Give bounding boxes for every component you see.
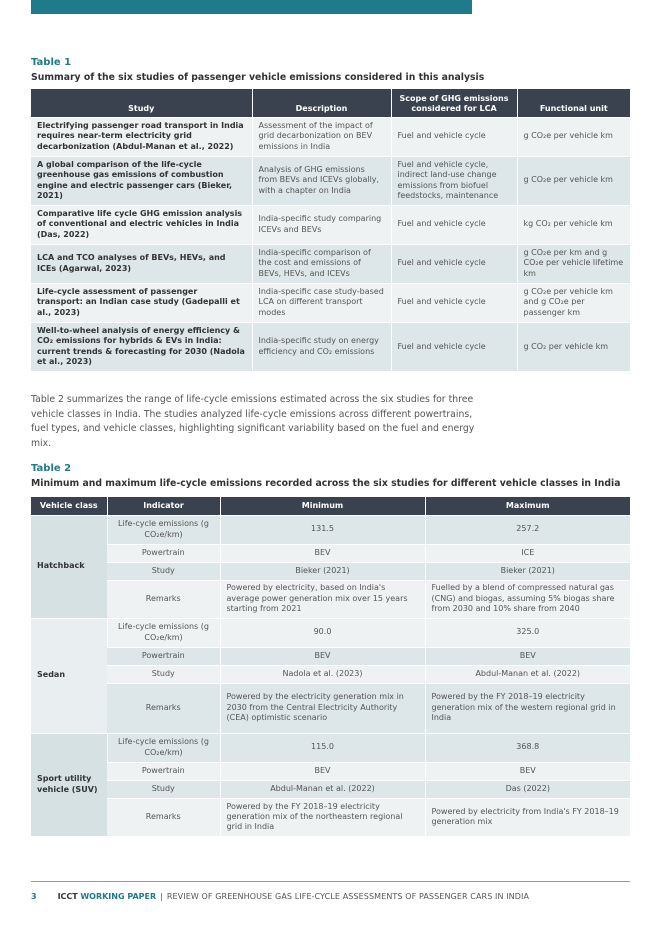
table-row: [31, 647, 630, 665]
indicator-study: Study: [107, 780, 220, 798]
table1-cell-scope: Fuel and vehicle cycle: [391, 283, 517, 322]
footer-separator: |: [160, 892, 163, 901]
sedan-max-powertrain: BEV: [425, 647, 630, 665]
page-number: 3: [31, 892, 37, 901]
table1-cell-study: Electrifying passenger road transport in India requires near-term electricity grid decarbonization (Abdul-Manan et al., 2022): [31, 117, 252, 156]
table-row: [31, 283, 630, 322]
table1-cell-study: LCA and TCO analyses of BEVs, HEVs, and ICEs (Agarwal, 2023): [31, 244, 252, 283]
table1-cell-study: Life-cycle assessment of passenger transport: an Indian case study (Gadepalli et al., 2023): [31, 283, 252, 322]
indicator-remarks: Remarks: [107, 798, 220, 836]
indicator-remarks: Remarks: [107, 683, 220, 733]
body-paragraph: Table 2 summarizes the range of life-cycle emissions estimated across the six studies for three vehicle classes in India. The studies analyzed life-cycle emissions across different powertrains, fuel types, and vehicle classes, highlighting significant variability based on the fuel and energy mix.: [31, 394, 475, 449]
suv-max-emissions: 368.8: [425, 733, 630, 762]
table1-cell-study: Well-to-wheel analysis of energy efficiency & CO₂ emissions for hybrids & EVs in India: current trends & forecasting for 2030 (Nadola et al., 2023): [31, 322, 252, 371]
top-accent-bar: [31, 0, 472, 14]
table1-label: Table 1: [31, 57, 72, 68]
table1-cell-description: India-specific study comparing ICEVs and BEVs: [252, 205, 391, 244]
table1-header-description: Description: [252, 89, 391, 117]
table2-header-class: Vehicle class: [31, 497, 107, 515]
table1-cell-description: India-specific case study-based LCA on different transport modes: [252, 283, 391, 322]
footer-divider: [31, 881, 630, 882]
table-row: [31, 580, 630, 618]
table1-cell-description: India-specific comparison of the cost and emissions of BEVs, HEVs, and ICEVs: [252, 244, 391, 283]
suv-min-study: Abdul-Manan et al. (2022): [220, 780, 425, 798]
sedan-min-remarks: Powered by the electricity generation mix in 2030 from the Central Electricity Authority (CEA) optimistic scenario: [220, 683, 425, 733]
table2-header-minimum: Minimum: [220, 497, 425, 515]
table1-header-scope: Scope of GHG emissions considered for LCA: [391, 89, 517, 117]
table1-header-study: Study: [31, 89, 252, 117]
table1-cell-study: A global comparison of the life-cycle greenhouse gas emissions of combustion engine and electric passenger cars (Bieker, 2021): [31, 156, 252, 205]
table1-cell-scope: Fuel and vehicle cycle, indirect land-use change emissions from biofuel feedstocks, maintenance: [391, 156, 517, 205]
table-row: [31, 683, 630, 733]
sedan-max-study: Abdul-Manan et al. (2022): [425, 665, 630, 683]
footer-org: ICCT: [57, 892, 78, 901]
table2-caption: Minimum and maximum life-cycle emissions recorded across the six studies for different vehicle classes in India: [31, 478, 621, 489]
table-row: [31, 780, 630, 798]
table1-cell-unit: g CO₂e per km and g CO₂e per vehicle lifetime km: [517, 244, 630, 283]
table-row: [31, 762, 630, 780]
hatchback-max-remarks: Fuelled by a blend of compressed natural gas (CNG) and biogas, assuming 5% biogas share from 2030 and 10% share from 2040: [425, 580, 630, 618]
vehicle-class-hatchback: Hatchback: [31, 515, 107, 618]
sedan-min-emissions: 90.0: [220, 618, 425, 647]
table-row: [31, 665, 630, 683]
footer-title: REVIEW OF GREENHOUSE GAS LIFE-CYCLE ASSESSMENTS OF PASSENGER CARS IN INDIA: [166, 892, 530, 901]
vehicle-class-suv: Sport utility vehicle (SUV): [31, 733, 107, 836]
indicator-remarks: Remarks: [107, 580, 220, 618]
suv-max-remarks: Powered by electricity from India's FY 2018–19 generation mix: [425, 798, 630, 836]
indicator-study: Study: [107, 562, 220, 580]
table2-header-indicator: Indicator: [107, 497, 220, 515]
page-footer: [31, 892, 529, 901]
suv-min-remarks: Powered by the FY 2018–19 electricity generation mix of the northeastern regional grid in India: [220, 798, 425, 836]
footer-series: WORKING PAPER: [80, 892, 157, 901]
table-row: [31, 117, 630, 156]
indicator-powertrain: Powertrain: [107, 647, 220, 665]
table1-cell-unit: g CO₂e per vehicle km: [517, 156, 630, 205]
indicator-emissions: Life-cycle emissions (g CO₂e/km): [107, 733, 220, 762]
table-row: [31, 205, 630, 244]
indicator-powertrain: Powertrain: [107, 762, 220, 780]
hatchback-max-emissions: 257.2: [425, 515, 630, 544]
table1-cell-scope: Fuel and vehicle cycle: [391, 117, 517, 156]
table1-cell-scope: Fuel and vehicle cycle: [391, 205, 517, 244]
indicator-emissions: Life-cycle emissions (g CO₂e/km): [107, 618, 220, 647]
hatchback-min-remarks: Powered by electricity, based on India's average power generation mix over 15 years starting from 2021: [220, 580, 425, 618]
table-row: [31, 733, 630, 762]
table1-header-unit: Functional unit: [517, 89, 630, 117]
hatchback-max-study: Bieker (2021): [425, 562, 630, 580]
table1-cell-description: India-specific study on energy efficiency and CO₂ emissions: [252, 322, 391, 371]
table1-cell-study: Comparative life cycle GHG emission analysis of conventional and electric vehicles in India (Das, 2022): [31, 205, 252, 244]
table1-cell-description: Assessment of the impact of grid decarbonization on BEV emissions in India: [252, 117, 391, 156]
table-row: [31, 156, 630, 205]
sedan-min-study: Nadola et al. (2023): [220, 665, 425, 683]
suv-max-study: Das (2022): [425, 780, 630, 798]
sedan-min-powertrain: BEV: [220, 647, 425, 665]
table1-cell-unit: g CO₂e per vehicle km: [517, 117, 630, 156]
indicator-study: Study: [107, 665, 220, 683]
table-row: [31, 515, 630, 544]
hatchback-max-powertrain: ICE: [425, 544, 630, 562]
indicator-powertrain: Powertrain: [107, 544, 220, 562]
sedan-max-emissions: 325.0: [425, 618, 630, 647]
indicator-emissions: Life-cycle emissions (g CO₂e/km): [107, 515, 220, 544]
table1-cell-scope: Fuel and vehicle cycle: [391, 322, 517, 371]
hatchback-min-emissions: 131.5: [220, 515, 425, 544]
hatchback-min-study: Bieker (2021): [220, 562, 425, 580]
table-row: [31, 322, 630, 371]
suv-min-emissions: 115.0: [220, 733, 425, 762]
table-row: [31, 798, 630, 836]
table-row: [31, 618, 630, 647]
table1: [31, 89, 630, 371]
table1-caption: Summary of the six studies of passenger vehicle emissions considered in this analysis: [31, 72, 485, 83]
table2-label: Table 2: [31, 463, 72, 474]
table1-cell-scope: Fuel and vehicle cycle: [391, 244, 517, 283]
table1-cell-unit: kg CO₂ per vehicle km: [517, 205, 630, 244]
table-row: [31, 544, 630, 562]
suv-min-powertrain: BEV: [220, 762, 425, 780]
hatchback-min-powertrain: BEV: [220, 544, 425, 562]
table2: [31, 497, 630, 836]
table1-cell-unit: g CO₂ per vehicle km: [517, 322, 630, 371]
table1-cell-description: Analysis of GHG emissions from BEVs and ICEVs globally, with a chapter on India: [252, 156, 391, 205]
vehicle-class-sedan: Sedan: [31, 618, 107, 733]
suv-max-powertrain: BEV: [425, 762, 630, 780]
table2-header-maximum: Maximum: [425, 497, 630, 515]
sedan-max-remarks: Powered by the FY 2018–19 electricity generation mix of the western regional grid in India: [425, 683, 630, 733]
table-row: [31, 562, 630, 580]
table-row: [31, 244, 630, 283]
table1-cell-unit: g CO₂e per vehicle km and g CO₂e per passenger km: [517, 283, 630, 322]
